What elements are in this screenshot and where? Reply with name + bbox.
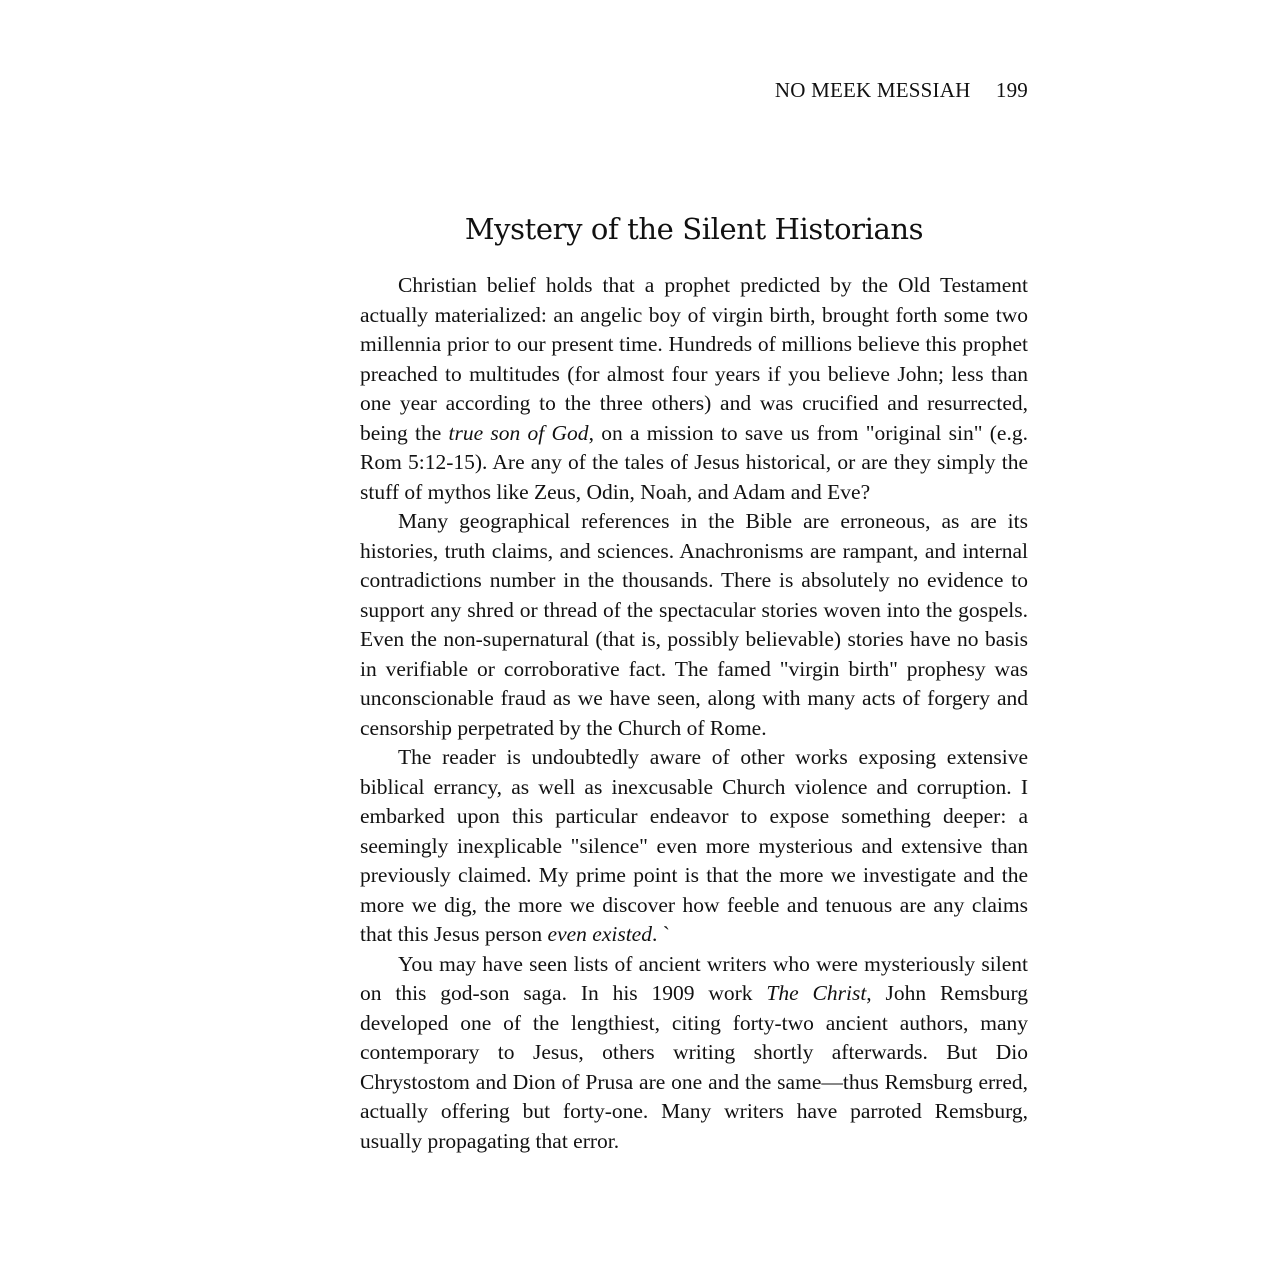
paragraph-3-emphasis: even existed [547,922,652,946]
paragraph-1-text-a: Christian belief holds that a prophet predicted by the Old Testament actually materialized: an angelic boy of virgin birth, brought forth some two millennia prior to our present time. Hundreds of millions believe this prophet preached to multitudes (for almost four years if you believe John; less than one year according to the three others) and was crucified and resurrected, being the [360,273,1028,445]
paragraph-2: Many geographical references in the Bible are erroneous, as are its histories, truth claims, and sciences. Anachronisms are rampant, and internal contradictions number in the thousands. There is absolutely no evidence to support any shred or thread of the spectacular stories woven into the gospels. Even the non-supernatural (that is, possibly believable) stories have no basis in verifiable or corroborative fact. The famed "virgin birth" prophesy was unconscionable fraud as we have seen, along with many acts of forgery and censorship perpetrated by the Church of Rome. [360,509,1028,740]
page-number: 199 [995,78,1028,102]
paragraph-3-text-a: The reader is undoubtedly aware of other works exposing extensive biblical errancy, as well as inexcusable Church violence and corruption. I embarked upon this particular endeavor to expose something deeper: a seemingly inexplicable "silence" even more mysterious and extensive than previously claimed. My prime point is that the more we investigate and the more we dig, the more we discover how feeble and tenuous are any claims that this Jesus person [360,745,1028,946]
paragraph-1-text-b: , on a mission to save us from "original sin" (e.g. Rom 5:12-15). Are any of the tales of Jesus historical, or are they simply the stuff of mythos like Zeus, Odin, Noah, and Adam and Eve? [360,420,1028,504]
body-text [360,271,1028,1156]
running-head [775,78,1028,103]
paragraph-1 [360,271,1028,507]
paragraph-3-text-b: . ` [651,922,670,946]
paragraph-4-emphasis: The Christ [766,981,867,1005]
paragraph-3 [360,743,1028,950]
paragraph-4 [360,950,1028,1157]
running-title: NO MEEK MESSIAH [774,78,971,102]
paragraph-4-text-a: You may have seen lists of ancient writers who were mysteriously silent on this god-son saga. In his 1909 work [360,951,1028,1005]
chapter-title: Mystery of the Silent Historians [464,212,924,246]
paragraph-1-emphasis: true son of God [448,420,589,445]
paragraph-4-text-b: , John Remsburg developed one of the lengthiest, citing forty-two ancient authors, many contemporary to Jesus, others writing shortly afterwards. But Dio Chrystostom and Dion of Prusa are one and the same—thus Remsburg erred, actually offering but forty-one. Many writers have parroted Remsburg, usually propagating that error. [360,981,1028,1153]
